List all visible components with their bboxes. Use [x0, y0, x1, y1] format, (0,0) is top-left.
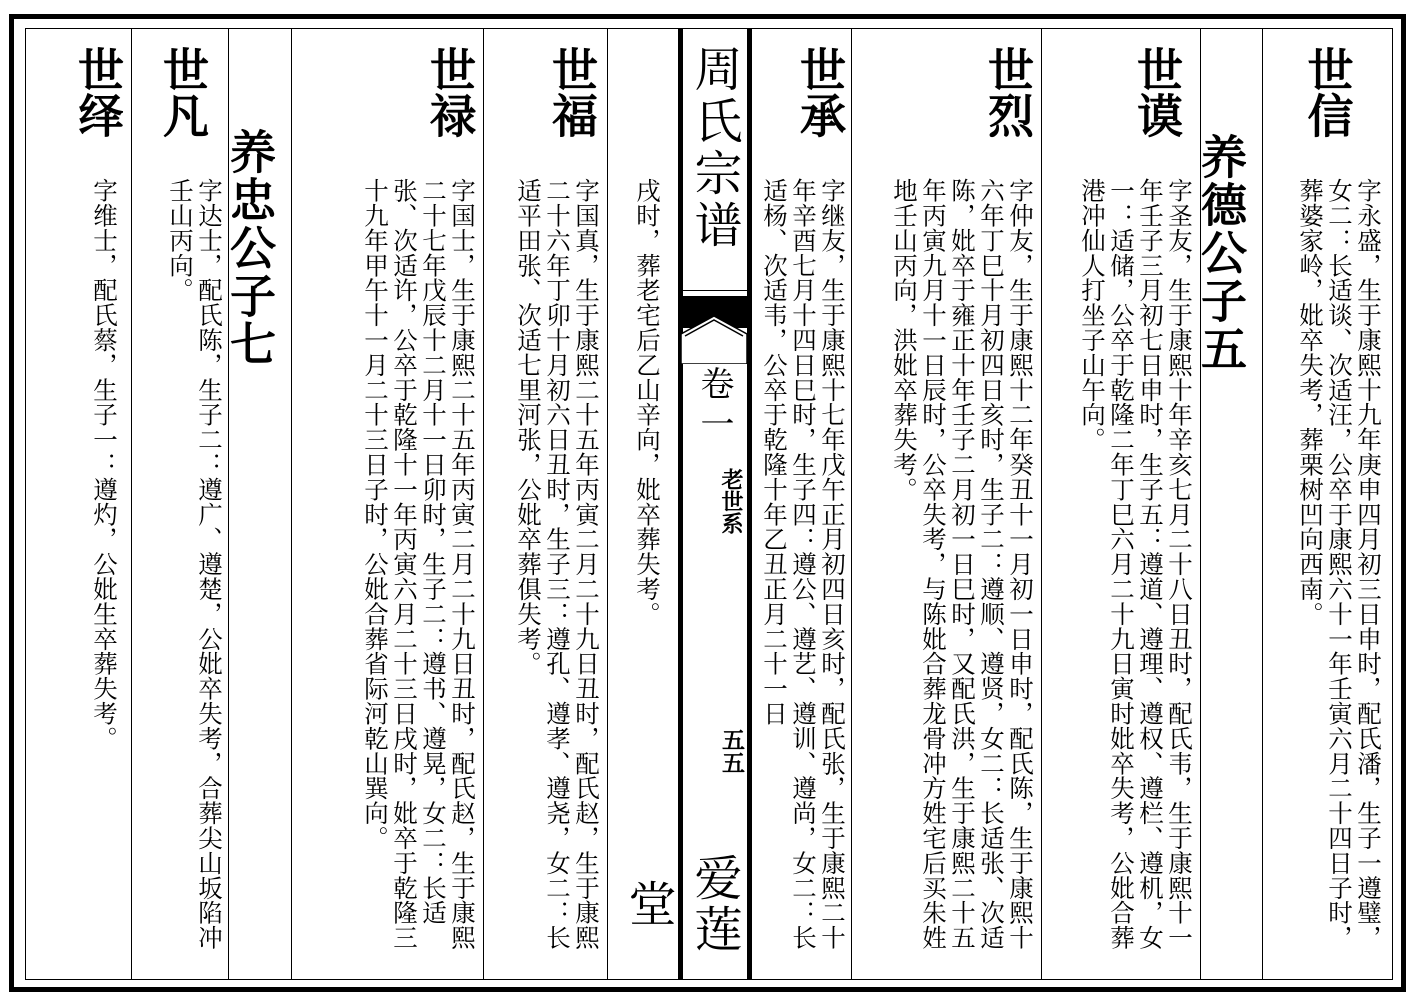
entry-shixin	[1262, 28, 1393, 980]
entry-name: 世信	[1300, 46, 1355, 138]
entry-continuation	[607, 28, 678, 980]
entry-name: 世承	[793, 46, 847, 138]
entry-shilie	[851, 28, 1041, 980]
section-heading: 养德公子五	[1194, 133, 1248, 373]
entry-shifan	[131, 28, 228, 980]
entry-name: 世福	[545, 46, 599, 138]
entry-shiyi	[25, 28, 131, 980]
entry-shilu	[291, 28, 483, 980]
entry-shifu	[483, 28, 607, 980]
entry-text: 字圣友，生于康熙十年辛亥七月二十八日丑时，配氏韦，生于康熙十一年壬子三月初七日申时，生子五：遵道、遵理、遵权、遵栏、遵机，女一：适储，公卒于乾隆二年丁巳六月二十九日寅时妣卒失考，公妣合葬港冲仙人打坐子山午向。	[1078, 178, 1194, 950]
entry-name: 世谟	[1130, 46, 1184, 138]
section-label: 老世系	[718, 468, 744, 534]
entry-text: 字永盛，生于康熙十九年庚申四月初三日申时，配氏潘，生子一遵璧，女二：长适谈、次适汪，公卒于康熙六十一年壬寅六月二十四日子时，葬婆家岭，妣卒失考，葬栗树凹向西南。	[1296, 178, 1383, 950]
entry-name: 世烈	[981, 46, 1035, 138]
section-heading: 养忠公子七	[223, 128, 277, 368]
entry-name: 世凡	[156, 46, 210, 138]
band-rule	[681, 290, 747, 291]
heading-yangzhong	[223, 28, 291, 980]
entry-shimo	[1041, 28, 1200, 980]
entry-text: 字达士，配氏陈，生子二：遵广、遵楚，公妣卒失考，合葬尖山坂陷冲壬山丙向。	[166, 178, 224, 950]
entry-text: 戌时，葬老宅后乙山辛向，妣卒葬失考。	[633, 178, 662, 627]
entry-text: 字仲友，生于康熙十二年癸丑十一月初一日申时，配氏陈，生于康熙十六年丁巳十月初四日亥时，生子二：遵顺、遵贤，女二：长适张、次适陈，妣卒于雍正十年壬子二月初一日巳时，又配氏洪，生于康熙二十五年丙寅九月十一日辰时，公卒失考，与陈妣合葬龙骨冲方姓宅后买朱姓地壬山丙向，洪妣卒葬失考。	[890, 178, 1035, 950]
entry-text: 字继友，生于康熙十七年戊午正月初四日亥时，配氏张，生于康熙二十年辛酉七月十四日巳时，生子四：遵公、遵艺、遵训、遵尚，女二：长适杨、次适韦，公卒于乾隆十年乙丑正月二十一日	[760, 178, 847, 950]
entry-text: 字国士，生于康熙二十五年丙寅二月二十九日丑时，配氏赵，生于康熙二十七年戊辰十二月十一日卯时，生子二：遵书、遵晃，女二：长适张、次适许，公卒于乾隆十一年丙寅六月二十三日戌时，妣卒于乾隆三十九年甲午十一月二十三日子时，公妣合葬省际河乾山巽向。	[361, 178, 477, 950]
chevron-ornament	[681, 294, 747, 364]
book-title: 周氏宗谱	[686, 44, 742, 252]
volume-label: 卷一	[694, 366, 734, 446]
entry-text: 字国真，生于康熙二十五年丙寅二月二十九日丑时，配氏赵，生于康熙二十六年丁卯十月初六日丑时，生子三：遵孔、遵孝、遵尧，女二：长适平田张、次适七里河张，公妣卒葬俱失考。	[514, 178, 601, 950]
entry-shicheng	[751, 28, 851, 980]
entry-name: 世禄	[423, 46, 477, 138]
page-number: 五五	[718, 728, 745, 774]
hall-name: 爱莲堂	[620, 853, 742, 955]
entry-text: 字维士，配氏蔡，生子一：遵灼，公妣生卒葬失考。	[90, 178, 119, 751]
heading-yangde	[1194, 28, 1262, 980]
entry-name: 世绎	[71, 46, 125, 138]
